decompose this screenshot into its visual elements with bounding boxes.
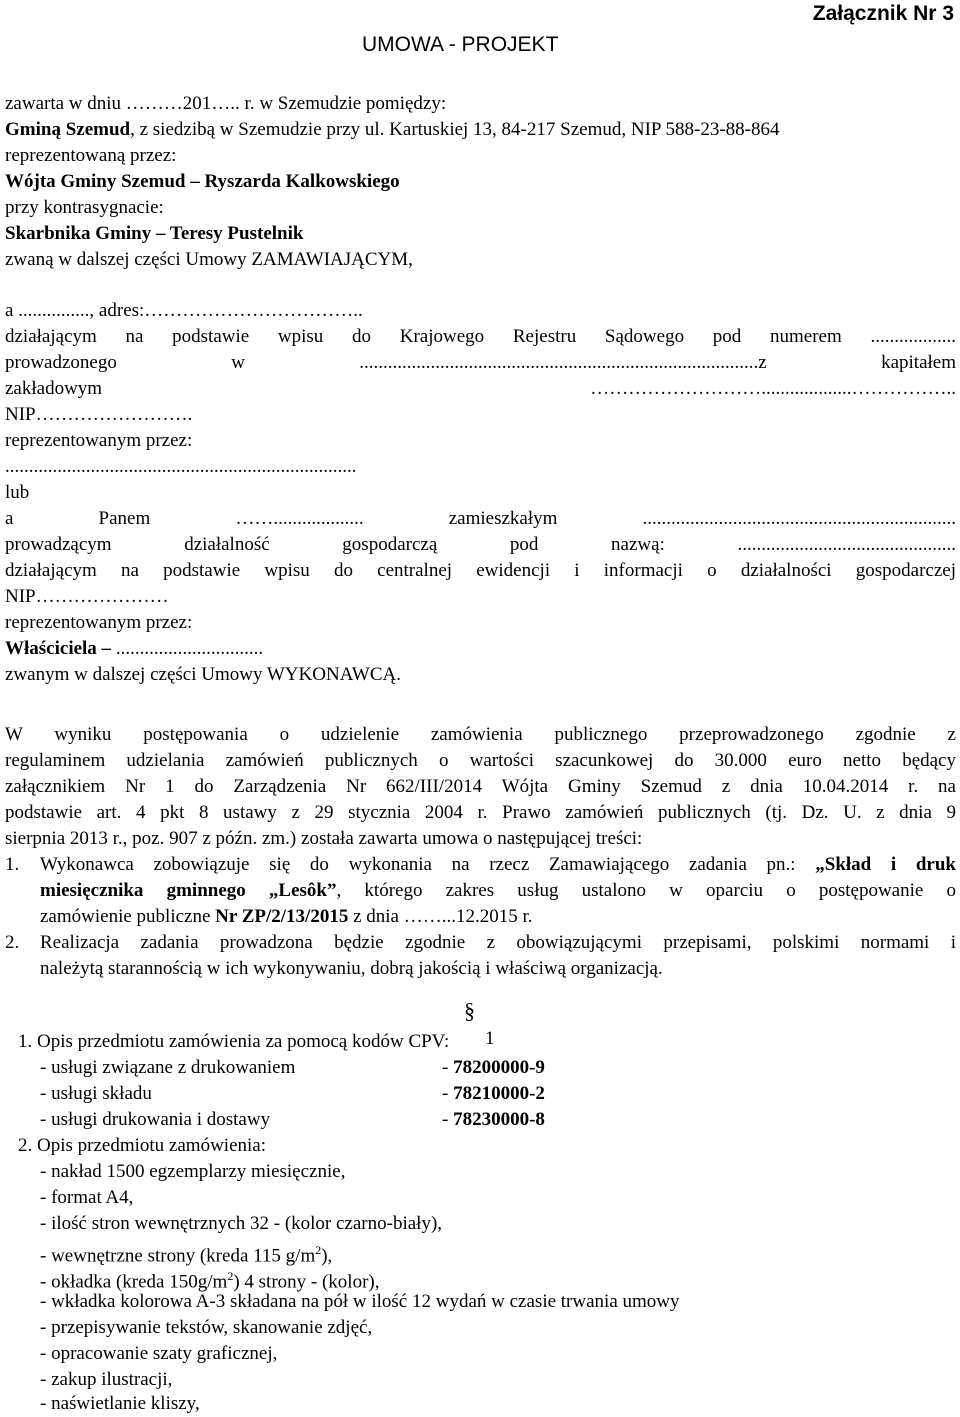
conducted-line: prowadzonego w ....................................................................................z kapitałem bbox=[5, 352, 956, 373]
section-sign: § bbox=[464, 998, 475, 1023]
superscript: 2 bbox=[315, 1243, 322, 1257]
item-1-text: Wykonawca zobowiązuje się do wykonania na rzecz Zamawiającego zadania pn.: bbox=[40, 854, 816, 875]
description-text: ), bbox=[321, 1245, 333, 1267]
description-item: - ilość stron wewnętrznych 32 - (kolor czarno-biały), bbox=[40, 1213, 443, 1234]
cpv-row-code bbox=[442, 1107, 545, 1133]
description-item: - przepisywanie tekstów, skanowanie zdjęć, bbox=[40, 1317, 373, 1338]
person-line: a Panem ……................... zamieszkałym .................................................................. bbox=[5, 508, 956, 529]
attachment-label: Załącznik Nr 3 bbox=[812, 2, 954, 25]
countersign-label: przy kontrasygnacie: bbox=[5, 197, 164, 218]
owner-line bbox=[5, 636, 263, 662]
task-name-start: „Skład i druk bbox=[815, 854, 956, 875]
intro-line-1: W wyniku postępowania o udzielenie zamówienia publicznego przeprowadzonego zgodnie z bbox=[5, 724, 956, 745]
intro-line-4: podstawie art. 4 pkt 8 ustawy z 29 stycznia 2004 r. Prawo zamówień publicznych (tj. Dz. U. z dnia 9 bbox=[5, 802, 956, 823]
description-item: - nakład 1500 egzemplarzy miesięcznie, bbox=[40, 1161, 346, 1182]
description-item: - zakup ilustracji, bbox=[40, 1369, 173, 1390]
nip-line: NIP……………………. bbox=[5, 404, 193, 425]
item-2-number: 2. bbox=[5, 932, 20, 953]
municipality-name: Gminą Szemud bbox=[5, 119, 131, 140]
or-label: lub bbox=[5, 482, 30, 503]
municipality-address: , z siedzibą w Szemudzie przy ul. Kartuskiej 13, 84-217 Szemud, NIP 588-23-88-864 bbox=[130, 119, 780, 140]
contractor-represented-label-2: reprezentowanym przez: bbox=[5, 612, 193, 633]
item-1-number: 1. bbox=[5, 854, 20, 875]
item-1-line-1 bbox=[40, 852, 956, 878]
item-1-text-2: , którego zakres usług ustalono w oparciu o postępowanie o bbox=[336, 880, 956, 901]
item-1-text-3: zamówienie publiczne bbox=[40, 906, 216, 927]
intro-line-2: regulaminem udzielania zamówień publicznych o wartości szacunkowej do 30.000 euro netto będący bbox=[5, 750, 956, 771]
cpv-row-label: - usługi drukowania i dostawy bbox=[40, 1109, 271, 1130]
ceidg-line: działającym na podstawie wpisu do centralnej ewidencji i informacji o działalności gospodarczej bbox=[5, 560, 956, 581]
contractor-definition-line: zwanym w dalszej części Umowy WYKONAWCĄ. bbox=[5, 664, 401, 685]
contractor-address-line: a ..............., adres:…………………………….. bbox=[5, 300, 363, 321]
intro-line-3: załącznikiem Nr 1 do Zarządzenia Nr 662/III/2014 Wójta Gminy Szemud z dnia 10.04.2014 r. na bbox=[5, 776, 956, 797]
nip-line-2: NIP………………… bbox=[5, 586, 169, 607]
contract-date-line: zawarta w dniu ………201….. r. w Szemudzie pomiędzy: bbox=[5, 93, 447, 114]
ordering-party-line: zwaną w dalszej części Umowy ZAMAWIAJĄCYM, bbox=[5, 249, 413, 270]
item-2-line-1: Realizacja zadania prowadzona będzie zgodnie z obowiązującymi przepisami, polskimi normami i bbox=[40, 932, 956, 953]
item-2-line-2: należytą starannością w ich wykonywaniu, dobrą jakością i właściwą organizacją. bbox=[40, 958, 663, 979]
capital-line: zakładowym ………………………...................…………….. bbox=[5, 378, 956, 399]
cpv-code: 78230000-8 bbox=[453, 1109, 545, 1130]
cpv-heading: 1. Opis przedmiotu zamówienia za pomocą kodów CPV: bbox=[18, 1031, 450, 1052]
cpv-code: 78200000-9 bbox=[453, 1057, 545, 1078]
represented-by-label: reprezentowaną przez: bbox=[5, 145, 177, 166]
cpv-row-code bbox=[442, 1055, 545, 1081]
municipality-line bbox=[5, 117, 780, 143]
krs-line: działającym na podstawie wpisu do Krajowego Rejestru Sądowego pod numerem .................. bbox=[5, 326, 956, 347]
description-item: - opracowanie szaty graficznej, bbox=[40, 1343, 278, 1364]
section-number: 1 bbox=[485, 1028, 495, 1049]
item-1-date: z dnia ……...12.2015 r. bbox=[348, 906, 533, 927]
cpv-code-prefix: - bbox=[442, 1083, 454, 1104]
cpv-row-code bbox=[442, 1081, 545, 1107]
description-heading: 2. Opis przedmiotu zamówienia: bbox=[18, 1135, 266, 1156]
description-text: ) 4 strony - (kolor), bbox=[233, 1271, 380, 1293]
contractor-represented-label: reprezentowanym przez: bbox=[5, 430, 193, 451]
cpv-code-prefix: - bbox=[442, 1057, 454, 1078]
intro-line-5: sierpnia 2013 r., poz. 907 z późn. zm.) została zawarta umowa o następującej treści: bbox=[5, 828, 643, 849]
description-item: - format A4, bbox=[40, 1187, 134, 1208]
description-text: - wewnętrzne strony (kreda 115 g/m bbox=[40, 1245, 316, 1267]
representative-dots: .......................................................................... bbox=[5, 456, 357, 477]
business-name-line: prowadzącym działalność gospodarczą pod nazwą: .............................................. bbox=[5, 534, 956, 555]
item-1-line-3 bbox=[40, 904, 533, 930]
document-title: UMOWA - PROJEKT bbox=[362, 33, 559, 56]
cpv-code-prefix: - bbox=[442, 1109, 454, 1130]
cpv-code: 78210000-2 bbox=[453, 1083, 545, 1104]
owner-dots: ............................... bbox=[111, 638, 264, 659]
procurement-number: Nr ZP/2/13/2015 bbox=[215, 906, 349, 927]
owner-label: Właściciela – bbox=[5, 638, 112, 659]
superscript: 2 bbox=[227, 1269, 234, 1283]
task-name-end: miesięcznika gminnego „Lesôk” bbox=[40, 880, 337, 901]
description-item: - wkładka kolorowa A-3 składana na pół w ilość 12 wydań w czasie trwania umowy bbox=[40, 1291, 680, 1312]
cpv-row-label: - usługi związane z drukowaniem bbox=[40, 1057, 296, 1078]
cpv-row-label: - usługi składu bbox=[40, 1083, 152, 1104]
description-item: - naświetlanie kliszy, bbox=[40, 1393, 200, 1414]
description-text: - okładka (kreda 150g/m bbox=[40, 1271, 228, 1293]
treasurer-line: Skarbnika Gminy – Teresy Pustelnik bbox=[5, 223, 304, 244]
mayor-line: Wójta Gminy Szemud – Ryszarda Kalkowskiego bbox=[5, 171, 400, 192]
item-1-line-2 bbox=[40, 878, 956, 904]
